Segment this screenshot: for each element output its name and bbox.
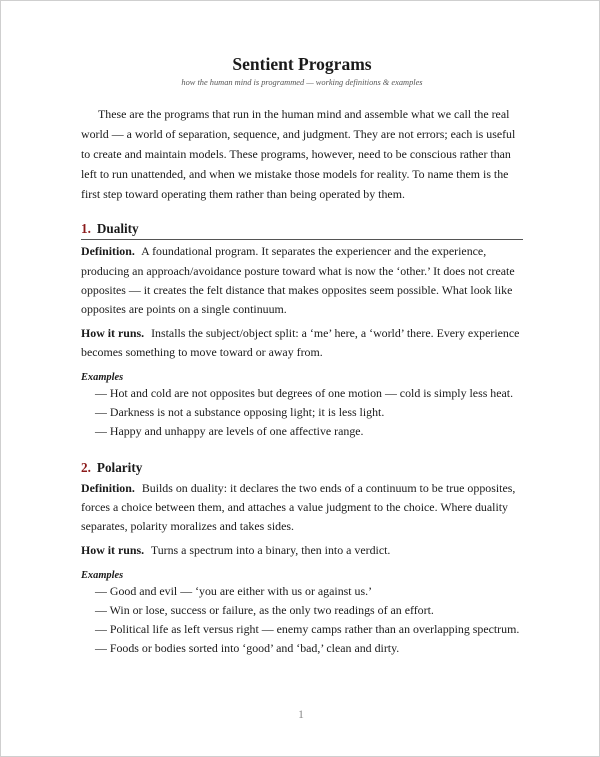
example-item: — Hot and cold are not opposites but degrees of one motion — cold is simply less heat. [95, 386, 514, 401]
examples-heading: Examples [81, 570, 124, 582]
example-item: — Win or lose, success or failure, as the only two readings of an effort. [95, 603, 434, 618]
page-subtitle: how the human mind is programmed — working definitions & examples [181, 78, 423, 87]
definition-paragraph [81, 479, 523, 536]
example-item: — Good and evil — ‘you are either with us or against us.’ [95, 584, 373, 599]
definition-label: Definition. [81, 481, 135, 496]
how-it-runs-label: How it runs. [81, 543, 145, 558]
example-item: — Darkness is not a substance opposing light; it is less light. [95, 405, 385, 420]
intro-paragraph: These are the programs that run in the human mind and assemble what we call the real world — a world of separation, sequence, and judgment. They are not errors; each is useful to create and maintain models. These programs, however, need to be conscious rather than left to run unattended, and when we mistake those models for reality. To name them is the first step toward operating them rather than being operated by them. [81, 107, 516, 202]
how-it-runs-text: Installs the subject/object split: a ‘me’ here, a ‘world’ there. Every experience becomes something to move toward or away from. [81, 325, 520, 359]
example-item: — Happy and unhappy are levels of one affective range. [95, 424, 364, 439]
example-item: — Political life as left versus right — enemy camps rather than an overlapping spectrum. [95, 622, 520, 637]
example-item: — Foods or bodies sorted into ‘good’ and ‘bad,’ clean and dirty. [95, 641, 400, 656]
section-number: 2. [81, 460, 91, 476]
section-heading [81, 220, 523, 240]
how-it-runs-paragraph [81, 324, 523, 362]
section-polarity [81, 459, 523, 658]
page-content [81, 53, 523, 658]
how-it-runs-paragraph [81, 541, 523, 560]
section-heading [81, 459, 523, 477]
section-title: Duality [96, 221, 139, 237]
page-number: 1 [298, 709, 304, 721]
definition-text: Builds on duality: it declares the two ends of a continuum to be true opposites, forces a choice between them, and attaches a value judgment to the choice. Where duality separates, polarity moralizes and takes sides. [81, 481, 516, 534]
examples-list [81, 582, 523, 658]
definition-label: Definition. [81, 244, 135, 259]
definition-text: A foundational program. It separates the experiencer and the experience, producing an approach/avoidance posture toward what is now the ‘other.’ It does not create opposites — it creates the felt distance that makes opposites seem possible. What look like opposites are points on a single continuum. [81, 244, 515, 316]
how-it-runs-label: How it runs. [81, 325, 145, 340]
page-title: Sentient Programs [232, 54, 372, 74]
examples-list [81, 384, 523, 441]
definition-paragraph [81, 242, 523, 318]
examples-heading: Examples [81, 372, 124, 384]
section-duality [81, 220, 523, 441]
section-number: 1. [81, 221, 91, 237]
section-title: Polarity [96, 460, 143, 476]
how-it-runs-text: Turns a spectrum into a binary, then into a verdict. [150, 543, 391, 558]
